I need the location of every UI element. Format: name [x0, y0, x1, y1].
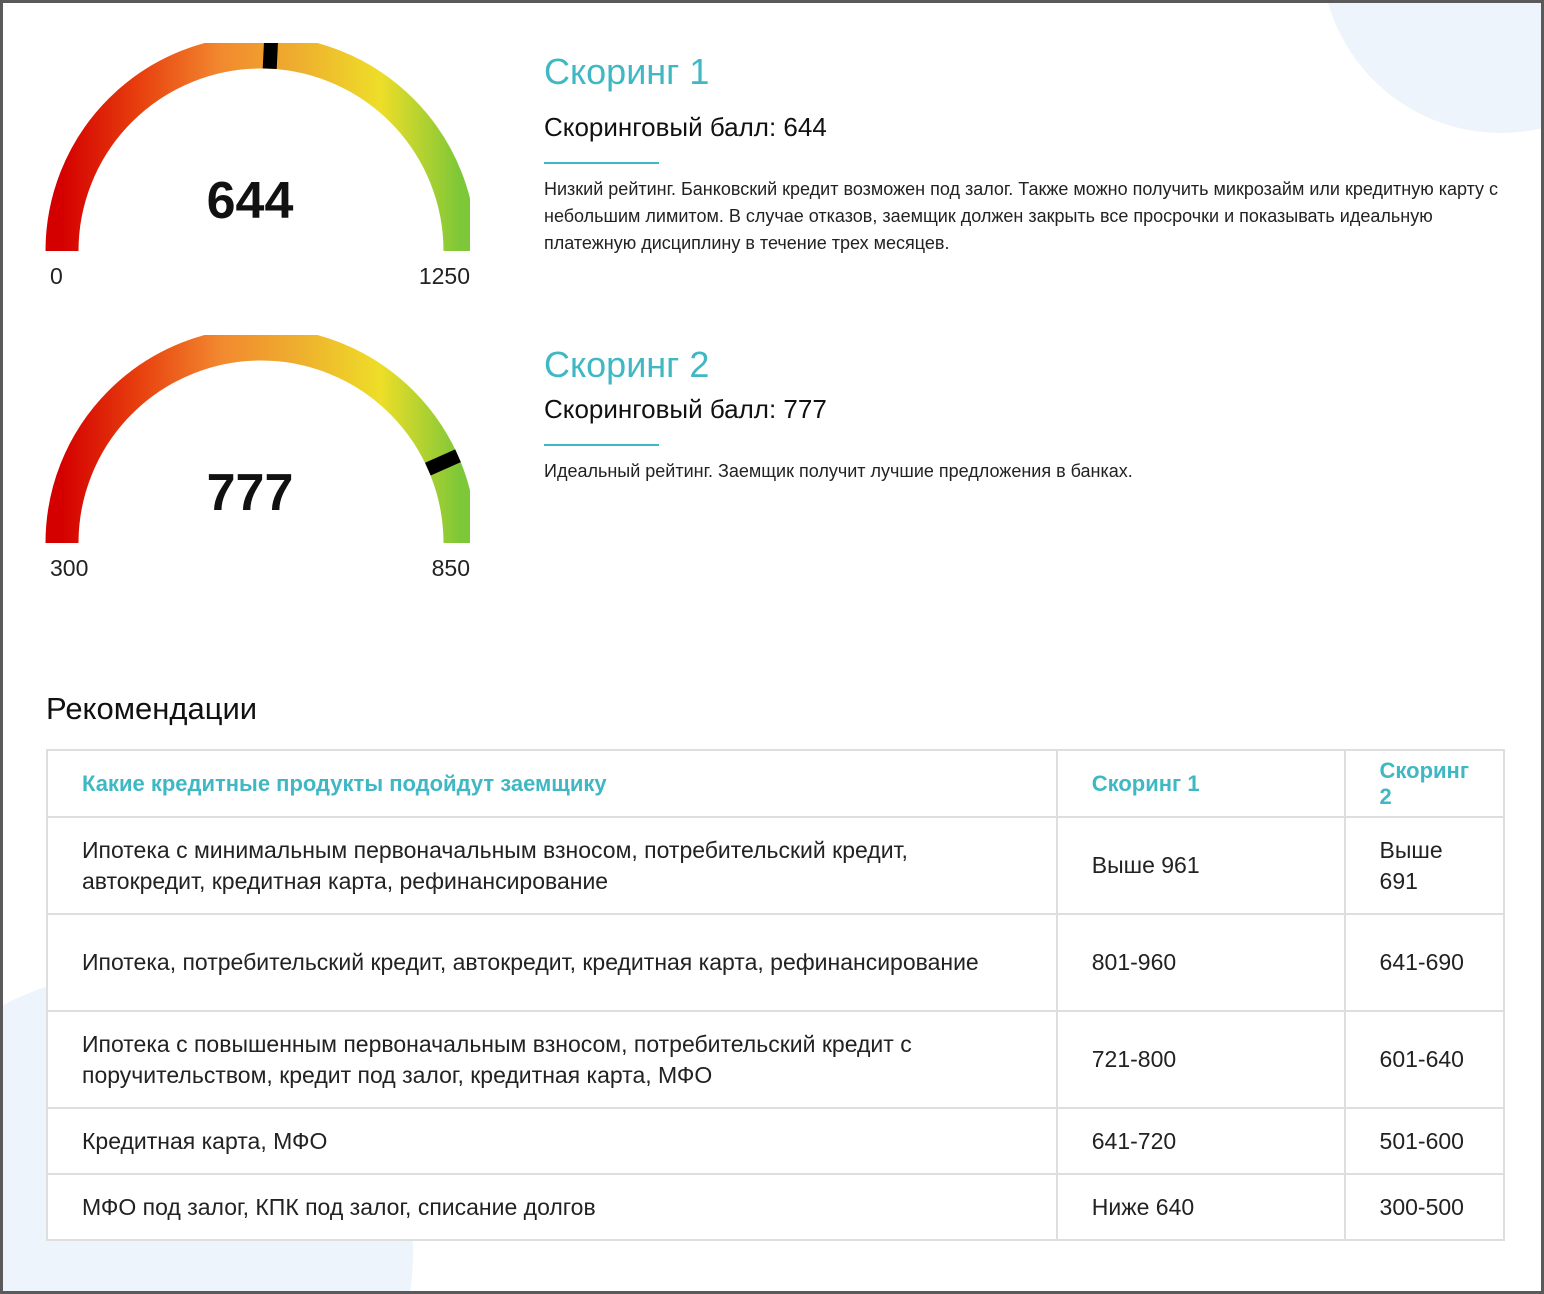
gauge-value: 777: [206, 464, 294, 522]
scoring-title: Скоринг 1: [544, 51, 710, 92]
scoring-1-range-cell: Выше 961: [1057, 817, 1345, 914]
recommendations-table: [46, 749, 1505, 1241]
table-row: [47, 1174, 1504, 1240]
scoring-2-range-cell: 641-690: [1345, 914, 1504, 1011]
scoring-1-range-cell: 721-800: [1057, 1011, 1345, 1108]
table-row: [47, 914, 1504, 1011]
products-cell: МФО под залог, КПК под залог, списание долгов: [47, 1174, 1057, 1240]
scoring-score: Скоринговый балл: 777: [544, 394, 827, 424]
scoring-score: Скоринговый балл: 644: [544, 112, 827, 142]
gauge-marker: [270, 43, 272, 69]
products-cell: Кредитная карта, МФО: [47, 1108, 1057, 1174]
gauge-max-label: 1250: [418, 263, 470, 289]
scoring-description: Низкий рейтинг. Банковский кредит возможен под залог. Также можно получить микрозайм или кредитную карту с небольшим лимитом. В случае отказов, заемщик должен закрыть все просрочки и показывать идеальную платежную дисциплину в течение трех месяцев.: [544, 179, 1499, 253]
scoring-1-range-cell: Ниже 640: [1057, 1174, 1345, 1240]
header-scoring-2: Скоринг 2: [1345, 750, 1504, 817]
gauge-max-label: 850: [431, 555, 470, 581]
divider: [544, 162, 659, 164]
table-row: [47, 1011, 1504, 1108]
products-cell: Ипотека, потребительский кредит, автокредит, кредитная карта, рефинансирование: [47, 914, 1057, 1011]
scoring-1-info: [544, 47, 1509, 257]
products-cell: Ипотека с минимальным первоначальным взносом, потребительский кредит, автокредит, кредитная карта, рефинансирование: [47, 817, 1057, 914]
table-row: [47, 1108, 1504, 1174]
scoring-2-range-cell: 501-600: [1345, 1108, 1504, 1174]
header-scoring-1: Скоринг 1: [1057, 750, 1345, 817]
scoring-1-range-cell: 801-960: [1057, 914, 1345, 1011]
scoring-description: Идеальный рейтинг. Заемщик получит лучшие предложения в банках.: [544, 461, 1133, 481]
products-cell: Ипотека с повышенным первоначальным взносом, потребительский кредит с поручительством, кредит под залог, кредитная карта, МФО: [47, 1011, 1057, 1108]
scoring-1-range-cell: 641-720: [1057, 1108, 1345, 1174]
scoring-2-gauge: [40, 335, 470, 625]
table-header-row: [47, 750, 1504, 817]
scoring-2-range-cell: Выше 691: [1345, 817, 1504, 914]
recommendations-heading: Рекомендации: [46, 691, 258, 726]
gauge-value: 644: [206, 172, 294, 230]
scoring-2-range-cell: 300-500: [1345, 1174, 1504, 1240]
scoring-title: Скоринг 2: [544, 344, 710, 385]
table-row: [47, 817, 1504, 914]
header-products: Какие кредитные продукты подойдут заемщику: [47, 750, 1057, 817]
scoring-2-info: [544, 340, 1509, 485]
gauge-min-label: 0: [50, 263, 63, 289]
gauge-min-label: 300: [50, 555, 89, 581]
scoring-2-range-cell: 601-640: [1345, 1011, 1504, 1108]
divider: [544, 444, 659, 446]
scoring-1-gauge: [40, 43, 470, 333]
